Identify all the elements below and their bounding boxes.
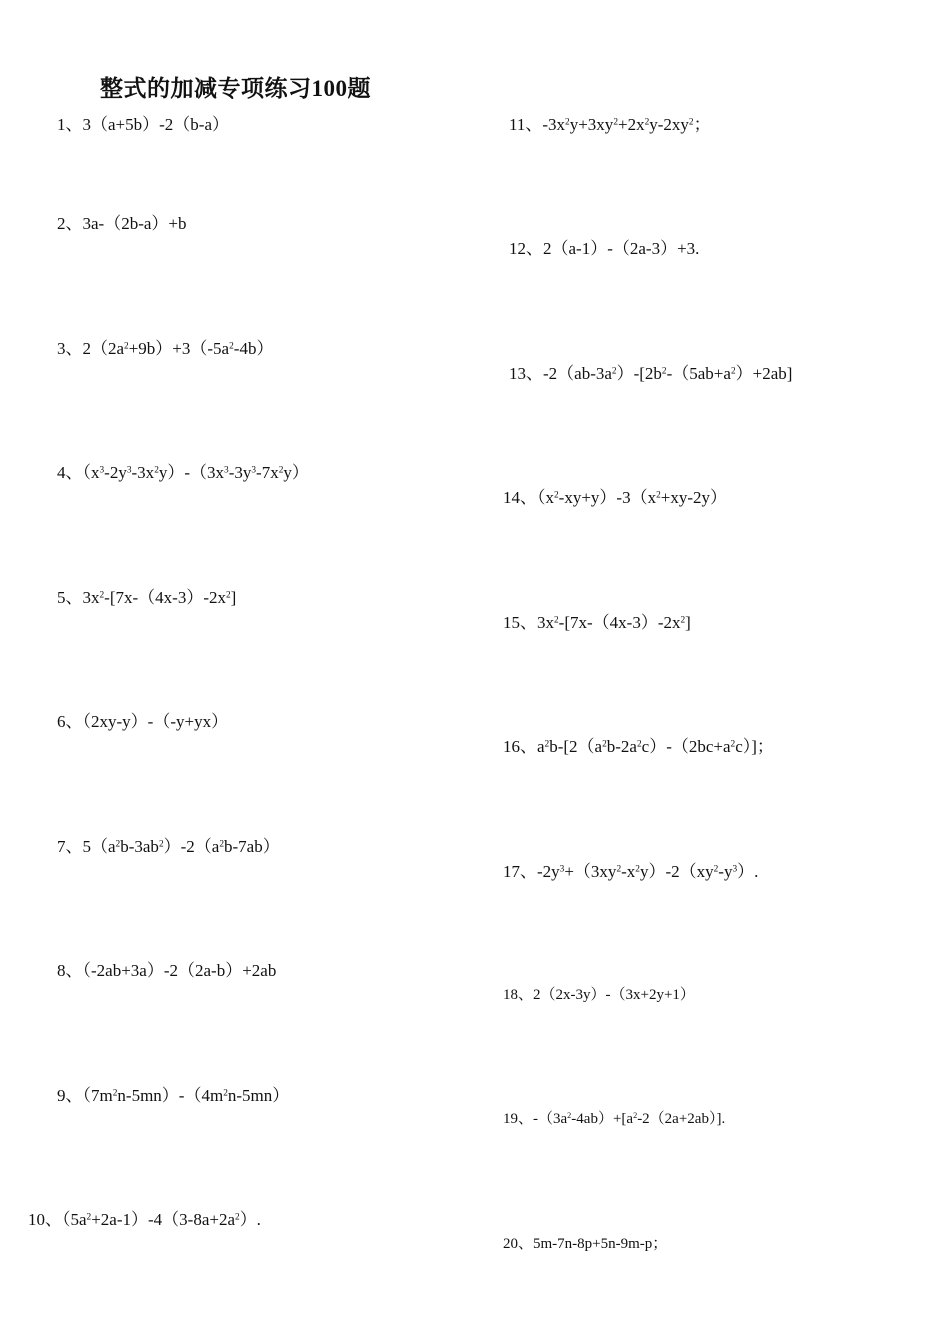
problem-expression: $-(3a^2-4ab)+[a^2-2(2a+2ab)]$. [533, 1111, 726, 1127]
problem-number: 13、 [509, 364, 543, 383]
problem-number: 11、 [509, 115, 543, 134]
problem-expression: $a^2b-[2(a^2b-2a^2c)-(2bc+a^2c)]$； [537, 737, 774, 756]
problem-7 [57, 838, 280, 855]
problem-expression: $2(2a^2+9b)+3(-5a^2-4b)$ [82, 339, 274, 358]
problem-number: 7、 [57, 837, 83, 856]
problem-number: 16、 [503, 737, 537, 756]
problem-expression: $(x^2-xy+y)-3(x^2+xy-2y)$ [537, 488, 728, 507]
problem-number: 4、 [57, 463, 83, 482]
problem-expression: $(x^3-2y^3-3x^2y)-(3x^3-3y^3-7x^2y)$ [82, 463, 309, 482]
problem-expression: $-2(ab-3a^2)-[2b^2-(5ab+a^2)+2ab]$ [543, 364, 793, 383]
problem-9 [57, 1087, 289, 1104]
problem-expression: $(7m^2n-5mn)-(4m^2n-5mn)$ [82, 1086, 290, 1105]
problem-number: 2、 [57, 214, 83, 233]
problem-expression: $-3x^2y+3xy^2+2x^2y-2xy^2$； [542, 115, 711, 134]
problem-2 [57, 215, 187, 232]
problem-expression: $3x^2-[7x-(4x-3)-2x^2]$ [82, 588, 237, 607]
problem-17 [503, 863, 758, 880]
problem-3 [57, 340, 273, 357]
problem-number: 14、 [503, 488, 537, 507]
problem-5 [57, 589, 236, 606]
problem-expression: $5(a^2b-3ab^2)-2(a^2b-7ab)$ [82, 837, 280, 856]
problem-number: 15、 [503, 613, 537, 632]
problem-11 [509, 116, 711, 133]
problem-expression: 5m-7n-8p+5n-9m-p； [533, 1236, 668, 1252]
problem-expression: 2（a-1）-（2a-3）+3. [543, 239, 700, 258]
problem-number: 5、 [57, 588, 83, 607]
problem-number: 19、 [503, 1111, 534, 1127]
problem-8 [57, 962, 276, 979]
problem-number: 10、 [28, 1210, 62, 1229]
problem-number: 18、 [503, 987, 534, 1003]
problem-expression: 2（2x-3y）-（3x+2y+1） [533, 987, 695, 1003]
problem-number: 6、 [57, 712, 83, 731]
problem-expression: 3a-（2b-a）+b [82, 214, 187, 233]
problem-18 [503, 988, 695, 1003]
problem-number: 1、 [57, 115, 83, 134]
problem-expression: 3（a+5b）-2（b-a） [82, 115, 230, 134]
problem-1 [57, 116, 229, 133]
problem-expression: $3x^2-[7x-(4x-3)-2x^2]$ [537, 613, 691, 632]
problem-expression: $-2y^3+(3xy^2-x^2y)-2(xy^2-y^3)$. [537, 862, 759, 881]
problem-4 [57, 464, 309, 481]
problem-6 [57, 713, 228, 730]
problem-19 [503, 1112, 725, 1127]
problem-number: 20、 [503, 1236, 534, 1252]
problem-expression: $(5a^2+2a-1)-4(3-8a+2a^2)$. [62, 1210, 261, 1229]
problem-number: 3、 [57, 339, 83, 358]
problem-20 [503, 1237, 667, 1252]
problem-number: 8、 [57, 961, 83, 980]
page-title: 整式的加减专项练习100题 [100, 76, 371, 101]
problem-16 [503, 738, 774, 755]
problem-number: 9、 [57, 1086, 83, 1105]
problem-expression: （2xy-y）-（-y+yx） [82, 712, 229, 731]
problem-13 [509, 365, 792, 382]
problem-14 [503, 489, 727, 506]
problem-12 [509, 240, 699, 257]
problem-15 [503, 614, 691, 631]
problem-10 [28, 1211, 261, 1228]
problem-expression: （-2ab+3a）-2（2a-b）+2ab [82, 961, 277, 980]
problem-number: 17、 [503, 862, 537, 881]
problem-number: 12、 [509, 239, 543, 258]
